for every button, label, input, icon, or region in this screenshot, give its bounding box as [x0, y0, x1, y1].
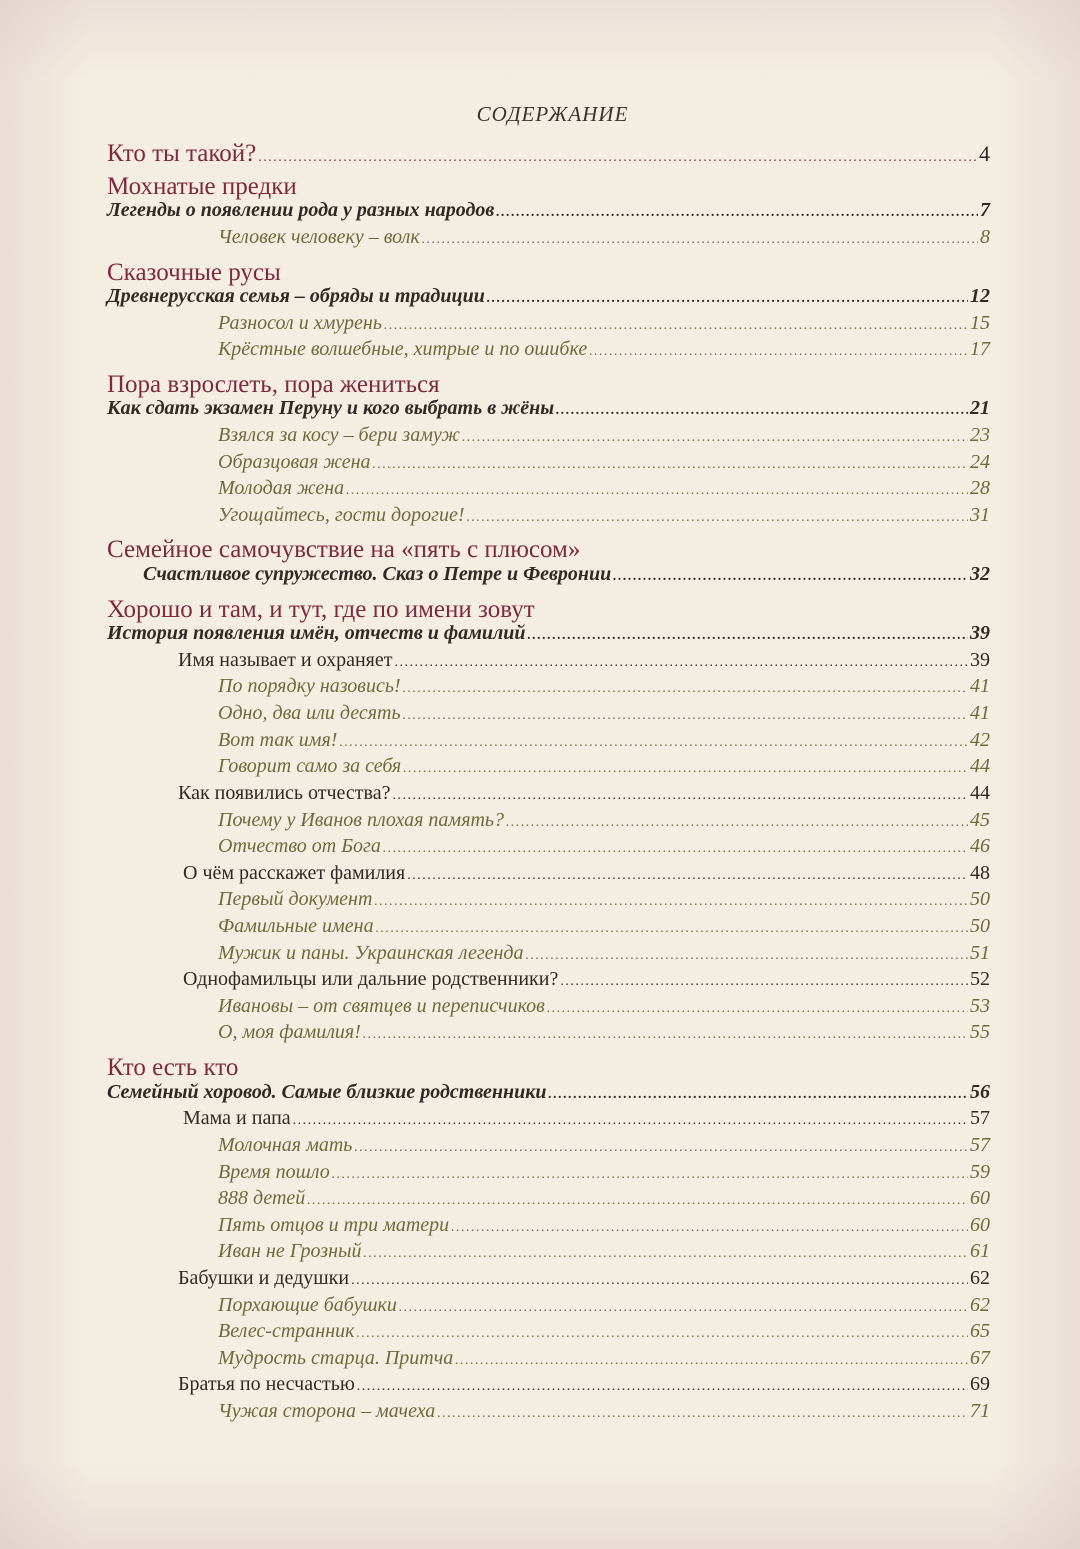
- toc-entry-title: Счастливое супружество. Сказ о Петре и Февронии: [143, 563, 612, 585]
- toc-entry[interactable]: [218, 1214, 990, 1237]
- chapter-heading: Пора взрослеть, пора жениться: [107, 371, 440, 398]
- toc-entry-title: Пять отцов и три матери: [218, 1214, 450, 1236]
- toc-entry-title: Говорит само за себя: [218, 755, 402, 777]
- toc-entry[interactable]: [218, 1134, 990, 1157]
- toc-entry[interactable]: [107, 199, 990, 222]
- dot-leader: [258, 150, 977, 166]
- toc-entry-title: Вот так имя!: [218, 729, 338, 751]
- toc-entry-page-number: 31: [970, 504, 990, 526]
- chapter-heading: Сказочные русы: [107, 259, 281, 286]
- toc-entry-title: Отчество от Бога: [218, 835, 381, 857]
- toc-entry-page-number: 60: [970, 1187, 990, 1209]
- toc-entry-page-number: 69: [970, 1373, 990, 1395]
- dot-leader: [346, 483, 968, 499]
- toc-entry[interactable]: [218, 729, 990, 752]
- dot-leader: [383, 841, 968, 857]
- dot-leader: [528, 628, 968, 644]
- toc-entry-page-number: 55: [970, 1021, 990, 1043]
- toc-entry[interactable]: [218, 675, 990, 698]
- toc-entry[interactable]: [218, 226, 990, 249]
- toc-entry-title: Образцовая жена: [218, 451, 371, 473]
- toc-entry[interactable]: [218, 338, 990, 361]
- toc-entry-page-number: 50: [970, 915, 990, 937]
- toc-entry-title: Бабушки и дедушки: [178, 1267, 350, 1289]
- toc-entry-page-number: 57: [970, 1134, 990, 1156]
- toc-entry-title: Разносол и хмурень: [218, 312, 382, 334]
- toc-entry-title: Легенды о появлении рода у разных народов: [107, 199, 495, 221]
- dot-leader: [487, 291, 968, 307]
- toc-entry-page-number: 39: [970, 622, 990, 644]
- toc-entry-page-number: 60: [970, 1214, 990, 1236]
- dot-leader: [613, 569, 968, 585]
- toc-entry[interactable]: [218, 424, 990, 447]
- chapter-heading: Хорошо и там, и тут, где по имени зовут: [107, 596, 535, 623]
- toc-entry-title: Первый документ: [218, 888, 373, 910]
- toc-entry-page-number: 44: [970, 755, 990, 777]
- toc-entry-page-number: 67: [970, 1347, 990, 1369]
- toc-entry-title: Мужик и паны. Украинская легенда: [218, 942, 524, 964]
- toc-entry-title: Почему у Иванов плохая память?: [218, 809, 505, 831]
- dot-leader: [407, 868, 968, 884]
- dot-leader: [339, 735, 968, 751]
- toc-entry-page-number: 53: [970, 995, 990, 1017]
- toc-entry[interactable]: [218, 942, 990, 965]
- dot-leader: [354, 1140, 968, 1156]
- toc-entry-title: История появления имён, отчеств и фамилий: [107, 622, 526, 644]
- toc-entry-page-number: 12: [970, 285, 990, 307]
- dot-leader: [547, 1001, 968, 1017]
- toc-entry-page-number: 4: [979, 141, 990, 166]
- dot-leader: [451, 1220, 968, 1236]
- dot-leader: [307, 1193, 968, 1209]
- toc-entry[interactable]: [178, 782, 990, 805]
- toc-entry[interactable]: [218, 809, 990, 832]
- dot-leader: [332, 1167, 968, 1183]
- toc-entry-title: Одно, два или десять: [218, 702, 401, 724]
- toc-entry[interactable]: [218, 1161, 990, 1184]
- toc-entry-title: Кто ты такой?: [107, 140, 257, 167]
- toc-entry-title: Порхающие бабушки: [218, 1294, 397, 1316]
- toc-entry-title: Время пошло: [218, 1161, 330, 1183]
- toc-entry-title: Семейный хоровод. Самые близкие родственники: [107, 1081, 547, 1103]
- dot-leader: [373, 457, 968, 473]
- toc-entry[interactable]: [218, 1320, 990, 1343]
- dot-leader: [556, 403, 968, 419]
- toc-entry-page-number: 50: [970, 888, 990, 910]
- toc-entry[interactable]: [218, 1240, 990, 1263]
- toc-entry[interactable]: [107, 1081, 990, 1104]
- toc-entry-page-number: 8: [980, 226, 990, 248]
- dot-leader: [462, 430, 968, 446]
- toc-entry-page-number: 51: [970, 942, 990, 964]
- toc-entry-page-number: 45: [970, 809, 990, 831]
- chapter-heading: Мохнатые предки: [107, 173, 297, 200]
- toc-entry-page-number: 28: [970, 477, 990, 499]
- toc-entry-page-number: 24: [970, 451, 990, 473]
- toc-entry-title: 888 детей: [218, 1187, 306, 1209]
- dot-leader: [422, 232, 978, 248]
- dot-leader: [351, 1273, 968, 1289]
- toc-entry[interactable]: [218, 504, 990, 527]
- dot-leader: [403, 761, 968, 777]
- toc-entry-title: Древнерусская семья – обряды и традиции: [107, 285, 485, 307]
- dot-leader: [399, 1300, 968, 1316]
- toc-entry-page-number: 41: [970, 702, 990, 724]
- toc-entry-page-number: 62: [970, 1267, 990, 1289]
- dot-leader: [589, 344, 968, 360]
- dot-leader: [395, 655, 969, 671]
- toc-entry[interactable]: [183, 968, 990, 991]
- toc-entry[interactable]: [218, 995, 990, 1018]
- toc-entry[interactable]: [107, 285, 990, 308]
- toc-entry[interactable]: [218, 312, 990, 335]
- toc-entry[interactable]: [218, 451, 990, 474]
- dot-leader: [496, 205, 978, 221]
- toc-entry[interactable]: [218, 1187, 990, 1210]
- toc-entry-title: Иван не Грозный: [218, 1240, 362, 1262]
- toc-entry-page-number: 23: [970, 424, 990, 446]
- toc-entry[interactable]: [218, 1294, 990, 1317]
- toc-entry-page-number: 46: [970, 835, 990, 857]
- toc-entry-title: Крёстные волшебные, хитрые и по ошибке: [218, 338, 588, 360]
- dot-leader: [376, 921, 968, 937]
- toc-entry-page-number: 48: [970, 862, 990, 884]
- dot-leader: [466, 510, 968, 526]
- toc-entry-title: Как появились отчества?: [178, 782, 391, 804]
- toc-entry-page-number: 7: [980, 199, 990, 221]
- toc-entry-page-number: 44: [970, 782, 990, 804]
- toc-entry[interactable]: [143, 563, 990, 586]
- toc-entry[interactable]: [218, 888, 990, 911]
- toc-entry[interactable]: [218, 755, 990, 778]
- toc-entry[interactable]: [218, 702, 990, 725]
- toc-entry[interactable]: [218, 915, 990, 938]
- toc-entry-page-number: 61: [970, 1240, 990, 1262]
- toc-entry-title: Человек человеку – волк: [218, 226, 420, 248]
- dot-leader: [506, 815, 968, 831]
- dot-leader: [364, 1246, 968, 1262]
- dot-leader: [403, 708, 968, 724]
- toc-entry-title: Угощайтесь, гости дорогие!: [218, 504, 465, 526]
- toc-entry-title: Однофамильцы или дальние родственники?: [183, 968, 559, 990]
- dot-leader: [392, 788, 968, 804]
- toc-entry[interactable]: [183, 862, 990, 885]
- toc-entry-page-number: 71: [970, 1400, 990, 1422]
- dot-leader: [363, 1027, 968, 1043]
- toc-entry[interactable]: [178, 1267, 990, 1290]
- toc-entry-title: Имя называет и охраняет: [178, 649, 393, 671]
- dot-leader: [526, 948, 968, 964]
- toc-entry-page-number: 42: [970, 729, 990, 751]
- dot-leader: [403, 681, 968, 697]
- chapter-heading: Кто есть кто: [107, 1054, 239, 1081]
- toc-entry-title: Молочная мать: [218, 1134, 353, 1156]
- toc-entry-title: Фамильные имена: [218, 915, 374, 937]
- dot-leader: [374, 894, 968, 910]
- dot-leader: [357, 1379, 968, 1395]
- toc-entry-page-number: 65: [970, 1320, 990, 1342]
- toc-entry-page-number: 62: [970, 1294, 990, 1316]
- dot-leader: [384, 318, 968, 334]
- toc-entry-title: Чужая сторона – мачеха: [218, 1400, 436, 1422]
- dot-leader: [548, 1087, 968, 1103]
- toc-entry-page-number: 21: [970, 397, 990, 419]
- toc-entry-page-number: 59: [970, 1161, 990, 1183]
- toc-entry-page-number: 41: [970, 675, 990, 697]
- toc-entry-title: Как сдать экзамен Перуну и кого выбрать в жёны: [107, 397, 555, 419]
- toc-entry-page-number: 57: [970, 1107, 990, 1129]
- toc-entry[interactable]: [218, 477, 990, 500]
- toc-entry-page-number: 56: [970, 1081, 990, 1103]
- toc-entry[interactable]: [183, 1107, 990, 1130]
- toc-entry[interactable]: [178, 1373, 990, 1396]
- toc-entry-page-number: 15: [970, 312, 990, 334]
- toc-entry-title: Братья по несчастью: [178, 1373, 355, 1395]
- toc-entry-title: О, моя фамилия!: [218, 1021, 361, 1043]
- toc-entry-title: Мудрость старца. Притча: [218, 1347, 454, 1369]
- toc-entry-title: Велес-странник: [218, 1320, 355, 1342]
- dot-leader: [560, 974, 968, 990]
- toc-entry[interactable]: [218, 1347, 990, 1370]
- toc-entry[interactable]: [218, 1400, 990, 1423]
- toc-entry[interactable]: [178, 649, 990, 672]
- toc-entry-title: О чём расскажет фамилия: [183, 862, 406, 884]
- toc-entry-title: Мама и папа: [183, 1107, 291, 1129]
- toc-entry-page-number: 52: [970, 968, 990, 990]
- dot-leader: [293, 1113, 968, 1129]
- toc-entry-title: Ивановы – от святцев и переписчиков: [218, 995, 545, 1017]
- toc-entry[interactable]: [107, 397, 990, 420]
- dot-leader: [437, 1406, 968, 1422]
- toc-entry-title: Молодая жена: [218, 477, 345, 499]
- toc-entry-page-number: 17: [970, 338, 990, 360]
- toc-entry-page-number: 39: [970, 649, 990, 671]
- toc-entry[interactable]: [107, 140, 990, 168]
- dot-leader: [356, 1326, 968, 1342]
- toc-entry-title: Взялся за косу – бери замуж: [218, 424, 460, 446]
- toc-entry[interactable]: [107, 622, 990, 645]
- toc-entry-title: По порядку назовись!: [218, 675, 401, 697]
- toc-entry[interactable]: [218, 1021, 990, 1044]
- toc-entry[interactable]: [218, 835, 990, 858]
- chapter-heading: Семейное самочувствие на «пять с плюсом»: [107, 536, 581, 563]
- toc-title: СОДЕРЖАНИЕ: [476, 102, 629, 126]
- dot-leader: [455, 1353, 968, 1369]
- toc-entry-page-number: 32: [970, 563, 990, 585]
